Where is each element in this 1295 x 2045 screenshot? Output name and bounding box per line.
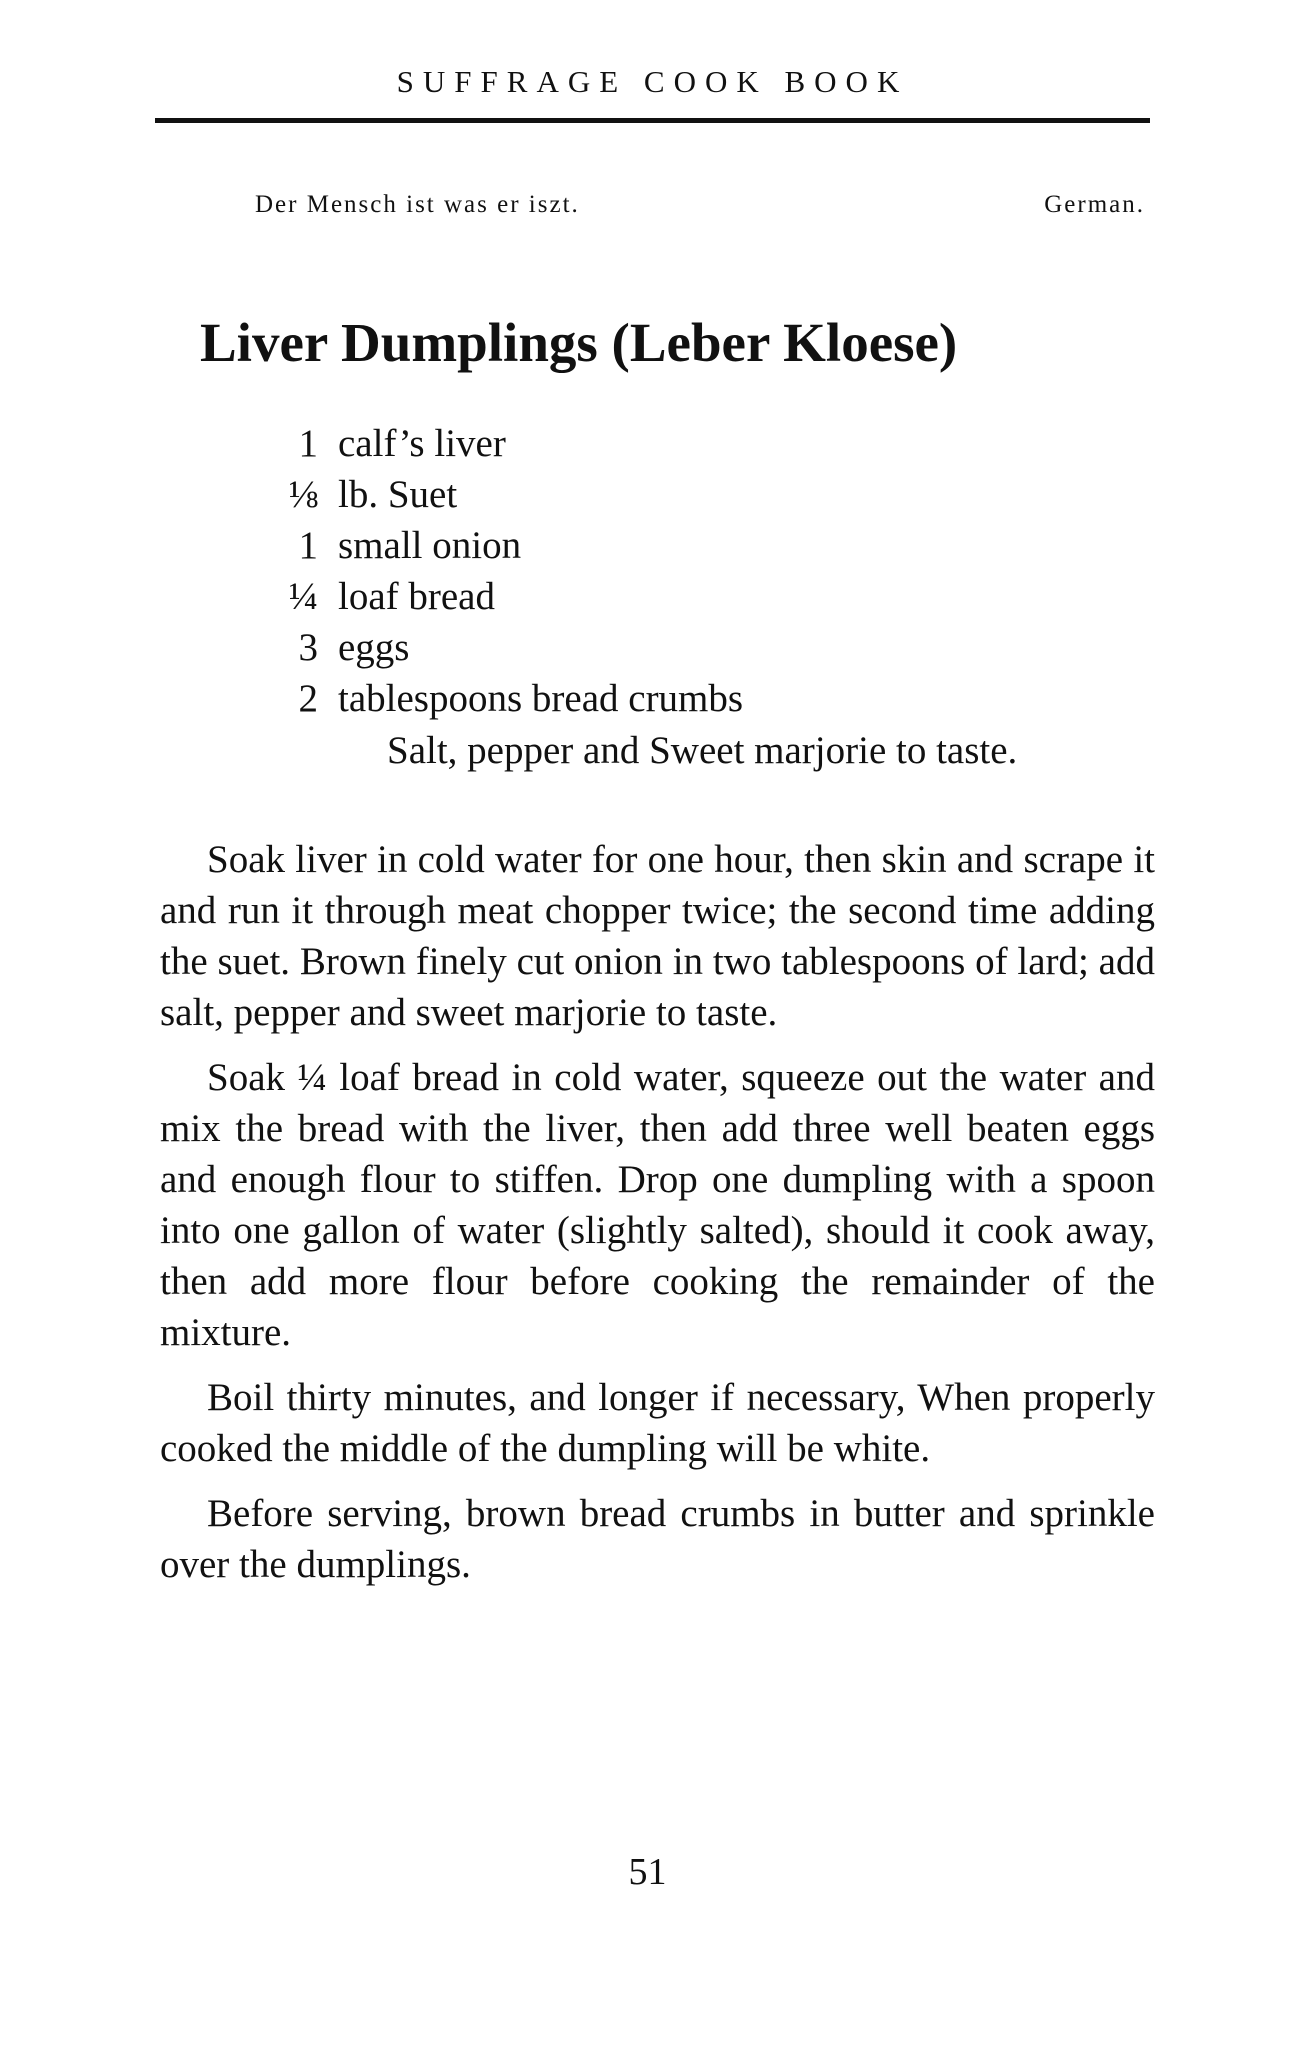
direction-paragraph: Before serving, brown bread crumbs in butter and sprinkle over the dumplings. [160,1492,1155,1586]
recipe-title: Liver Dumplings (Leber Kloese) [200,312,958,373]
ingredient-quantity: ¼ [288,575,318,618]
ingredient-row [0,418,1295,469]
ingredient-quantity: 2 [298,677,318,720]
direction-paragraph: Boil thirty minutes, and longer if necessary, When properly cooked the middle of the dumpling will be white. [160,1376,1155,1470]
ingredient-list [0,418,1295,724]
ingredient-row [0,469,1295,520]
directions [160,834,1155,1604]
ingredient-quantity: ⅛ [288,473,318,516]
ingredient-quantity: 3 [298,626,318,669]
direction-paragraph: Soak ¼ loaf bread in cold water, squeeze out the water and mix the bread with the liver, then add three well beaten eggs and enough flour to stiffen. Drop one dumpling with a spoon into one gallon of water (slightly salted), should it cook away, then add more flour before cooking the remainder of the mixture. [160,1056,1155,1354]
direction-paragraph: Soak liver in cold water for one hour, then skin and scrape it and run it through meat chopper twice; the second time adding the suet. Brown finely cut onion in two tablespoons of lard; add salt, pepper and sweet marjorie to taste. [160,838,1155,1034]
ingredient-quantity: 1 [298,524,318,567]
ingredient-row [0,520,1295,571]
ingredient-name: eggs [338,626,410,669]
page-number: 51 [628,1851,667,1893]
ingredient-row [0,673,1295,724]
seasoning-note: Salt, pepper and Sweet marjorie to taste. [387,729,1018,772]
epigraph-source: German. [1044,191,1145,218]
ingredient-quantity: 1 [298,422,318,465]
ingredient-row [0,571,1295,622]
ingredient-name: loaf bread [338,575,495,618]
header-rule [155,118,1150,123]
ingredient-name: small onion [338,524,522,567]
ingredient-row [0,622,1295,673]
ingredient-name: tablespoons bread crumbs [338,677,744,720]
epigraph-quote: Der Mensch ist was er iszt. [255,191,580,218]
running-head: SUFFRAGE COOK BOOK [396,64,909,99]
ingredient-name: lb. Suet [338,473,458,516]
ingredient-name: calf’s liver [338,422,506,465]
